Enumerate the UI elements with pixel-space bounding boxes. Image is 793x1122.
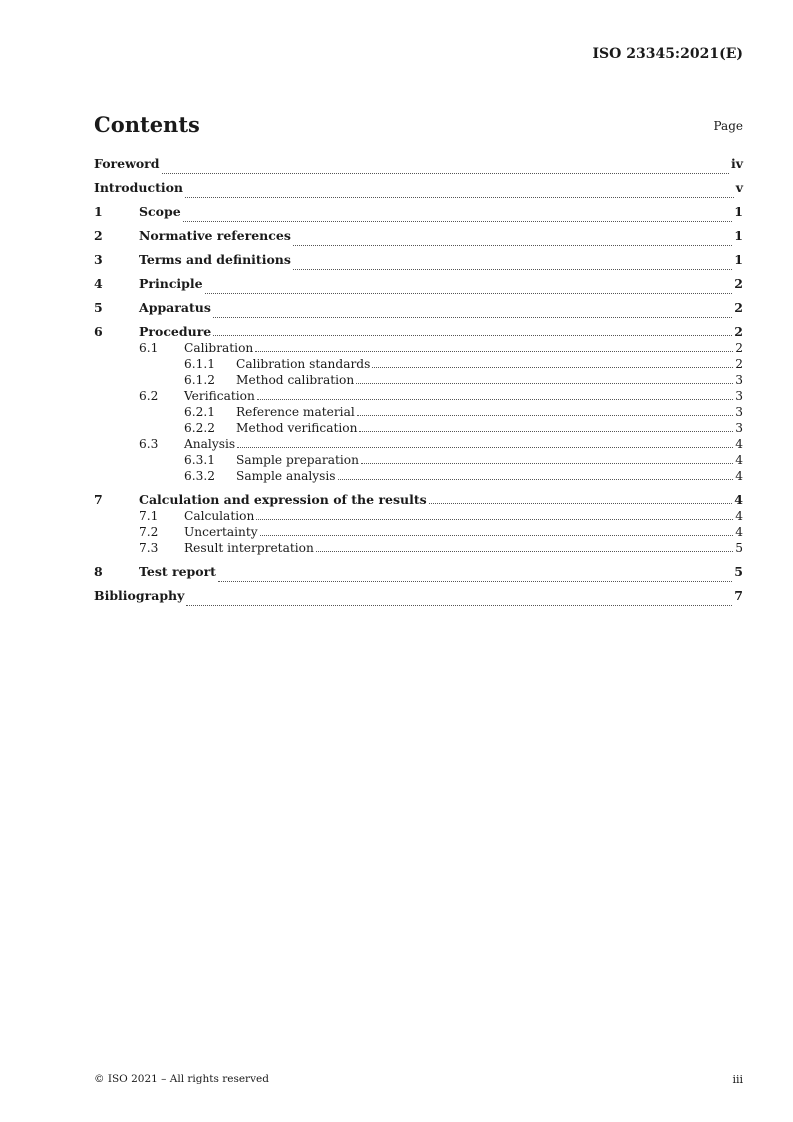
toc-page: 2 bbox=[735, 357, 743, 371]
toc-entry-6[interactable] bbox=[94, 322, 743, 340]
toc-number: 1 bbox=[94, 204, 103, 219]
toc-number: 6.1 bbox=[139, 341, 159, 355]
toc-title: Sample preparation bbox=[236, 453, 359, 467]
toc-leader bbox=[257, 399, 733, 400]
page-column-label: Page bbox=[713, 119, 743, 133]
toc-title: Introduction bbox=[94, 180, 184, 195]
toc-page: 4 bbox=[735, 525, 743, 539]
toc-leader bbox=[338, 479, 734, 480]
toc-title: Reference material bbox=[236, 405, 355, 419]
toc-number: 6.3 bbox=[139, 437, 159, 451]
toc-leader bbox=[205, 293, 733, 294]
toc-number: 6.1.2 bbox=[184, 373, 216, 387]
toc-entry-foreword[interactable] bbox=[94, 154, 743, 178]
toc-leader bbox=[293, 269, 732, 270]
toc-entry-6-3-1[interactable] bbox=[94, 452, 743, 468]
toc-leader bbox=[183, 221, 733, 222]
toc-entry-6-3[interactable] bbox=[94, 436, 743, 452]
toc-number: 6.2.1 bbox=[184, 405, 216, 419]
toc-title: Principle bbox=[139, 276, 203, 291]
toc-leader bbox=[316, 551, 733, 552]
toc-page: 7 bbox=[734, 588, 743, 603]
toc-title: Verification bbox=[184, 389, 255, 403]
toc-entry-6-2-1[interactable] bbox=[94, 404, 743, 420]
toc-title: Bibliography bbox=[94, 588, 185, 603]
toc-title: Method verification bbox=[236, 421, 358, 435]
toc-page: 2 bbox=[734, 324, 743, 339]
toc-entry-4[interactable] bbox=[94, 274, 743, 298]
toc-page: 5 bbox=[734, 564, 743, 579]
toc-entry-6-2-2[interactable] bbox=[94, 420, 743, 436]
toc-leader bbox=[186, 605, 732, 606]
toc-page: iv bbox=[730, 156, 743, 171]
toc-page: 1 bbox=[734, 252, 743, 267]
toc-page: 4 bbox=[735, 469, 743, 483]
toc-page: 4 bbox=[735, 453, 743, 467]
toc-title: Analysis bbox=[184, 437, 236, 451]
toc-page: 1 bbox=[734, 228, 743, 243]
toc-leader bbox=[255, 351, 733, 352]
toc-title: Scope bbox=[139, 204, 181, 219]
toc-entry-6-1[interactable] bbox=[94, 340, 743, 356]
toc-entry-8[interactable] bbox=[94, 562, 743, 586]
toc-leader bbox=[359, 431, 733, 432]
toc-number: 6.3.1 bbox=[184, 453, 216, 467]
toc-leader bbox=[357, 415, 734, 416]
toc-entry-6-2[interactable] bbox=[94, 388, 743, 404]
table-of-contents bbox=[94, 154, 743, 610]
toc-entry-6-1-2[interactable] bbox=[94, 372, 743, 388]
toc-leader bbox=[218, 581, 732, 582]
toc-entry-7-1[interactable] bbox=[94, 508, 743, 524]
toc-entry-6-3-2[interactable] bbox=[94, 468, 743, 484]
toc-title: Method calibration bbox=[236, 373, 355, 387]
toc-title: Apparatus bbox=[139, 300, 211, 315]
toc-title: Sample analysis bbox=[236, 469, 336, 483]
toc-page: 1 bbox=[734, 204, 743, 219]
toc-leader bbox=[260, 535, 734, 536]
toc-page: 3 bbox=[735, 421, 743, 435]
footer-page-number: iii bbox=[732, 1073, 743, 1086]
toc-title: Calculation bbox=[184, 509, 255, 523]
toc-page: 3 bbox=[735, 389, 743, 403]
toc-title: Calibration standards bbox=[236, 357, 371, 371]
toc-entry-3[interactable] bbox=[94, 250, 743, 274]
toc-number: 2 bbox=[94, 228, 103, 243]
toc-number: 5 bbox=[94, 300, 103, 315]
toc-leader bbox=[372, 367, 733, 368]
toc-leader bbox=[361, 463, 733, 464]
toc-number: 3 bbox=[94, 252, 103, 267]
toc-number: 6.2 bbox=[139, 389, 159, 403]
toc-page: v bbox=[735, 180, 743, 195]
toc-title: Normative references bbox=[139, 228, 291, 243]
toc-entry-2[interactable] bbox=[94, 226, 743, 250]
toc-leader bbox=[162, 173, 729, 174]
toc-entry-7[interactable] bbox=[94, 490, 743, 508]
toc-title: Test report bbox=[139, 564, 216, 579]
toc-leader bbox=[356, 383, 733, 384]
toc-page: 3 bbox=[735, 373, 743, 387]
toc-number: 7.2 bbox=[139, 525, 159, 539]
toc-page: 2 bbox=[734, 300, 743, 315]
toc-number: 6.3.2 bbox=[184, 469, 216, 483]
toc-leader bbox=[213, 335, 732, 336]
toc-number: 6.1.1 bbox=[184, 357, 216, 371]
page-title: Contents bbox=[94, 112, 200, 137]
footer-copyright: © ISO 2021 – All rights reserved bbox=[94, 1073, 269, 1085]
toc-title: Calculation and expression of the results bbox=[139, 492, 427, 507]
toc-title: Result interpretation bbox=[184, 541, 314, 555]
toc-title: Procedure bbox=[139, 324, 212, 339]
toc-page: 2 bbox=[734, 276, 743, 291]
toc-page: 4 bbox=[735, 437, 743, 451]
toc-number: 6 bbox=[94, 324, 103, 339]
toc-entry-6-1-1[interactable] bbox=[94, 356, 743, 372]
toc-number: 4 bbox=[94, 276, 103, 291]
document-id: ISO 23345:2021(E) bbox=[592, 46, 743, 62]
toc-entry-introduction[interactable] bbox=[94, 178, 743, 202]
toc-number: 8 bbox=[94, 564, 103, 579]
toc-entry-7-3[interactable] bbox=[94, 540, 743, 556]
toc-leader bbox=[237, 447, 733, 448]
toc-number: 7 bbox=[94, 492, 103, 507]
toc-leader bbox=[185, 197, 734, 198]
toc-leader bbox=[256, 519, 733, 520]
toc-number: 7.1 bbox=[139, 509, 159, 523]
toc-entry-bibliography[interactable] bbox=[94, 586, 743, 610]
toc-entry-1[interactable] bbox=[94, 202, 743, 226]
toc-title: Uncertainty bbox=[184, 525, 258, 539]
toc-entry-7-2[interactable] bbox=[94, 524, 743, 540]
toc-title: Foreword bbox=[94, 156, 160, 171]
toc-page: 4 bbox=[735, 509, 743, 523]
toc-leader bbox=[429, 503, 733, 504]
toc-number: 6.2.2 bbox=[184, 421, 216, 435]
toc-page: 5 bbox=[735, 541, 743, 555]
toc-entry-5[interactable] bbox=[94, 298, 743, 322]
toc-leader bbox=[213, 317, 732, 318]
toc-page: 3 bbox=[735, 405, 743, 419]
toc-page: 4 bbox=[734, 492, 743, 507]
toc-number: 7.3 bbox=[139, 541, 159, 555]
toc-title: Terms and definitions bbox=[139, 252, 291, 267]
toc-leader bbox=[293, 245, 732, 246]
toc-title: Calibration bbox=[184, 341, 254, 355]
toc-page: 2 bbox=[735, 341, 743, 355]
